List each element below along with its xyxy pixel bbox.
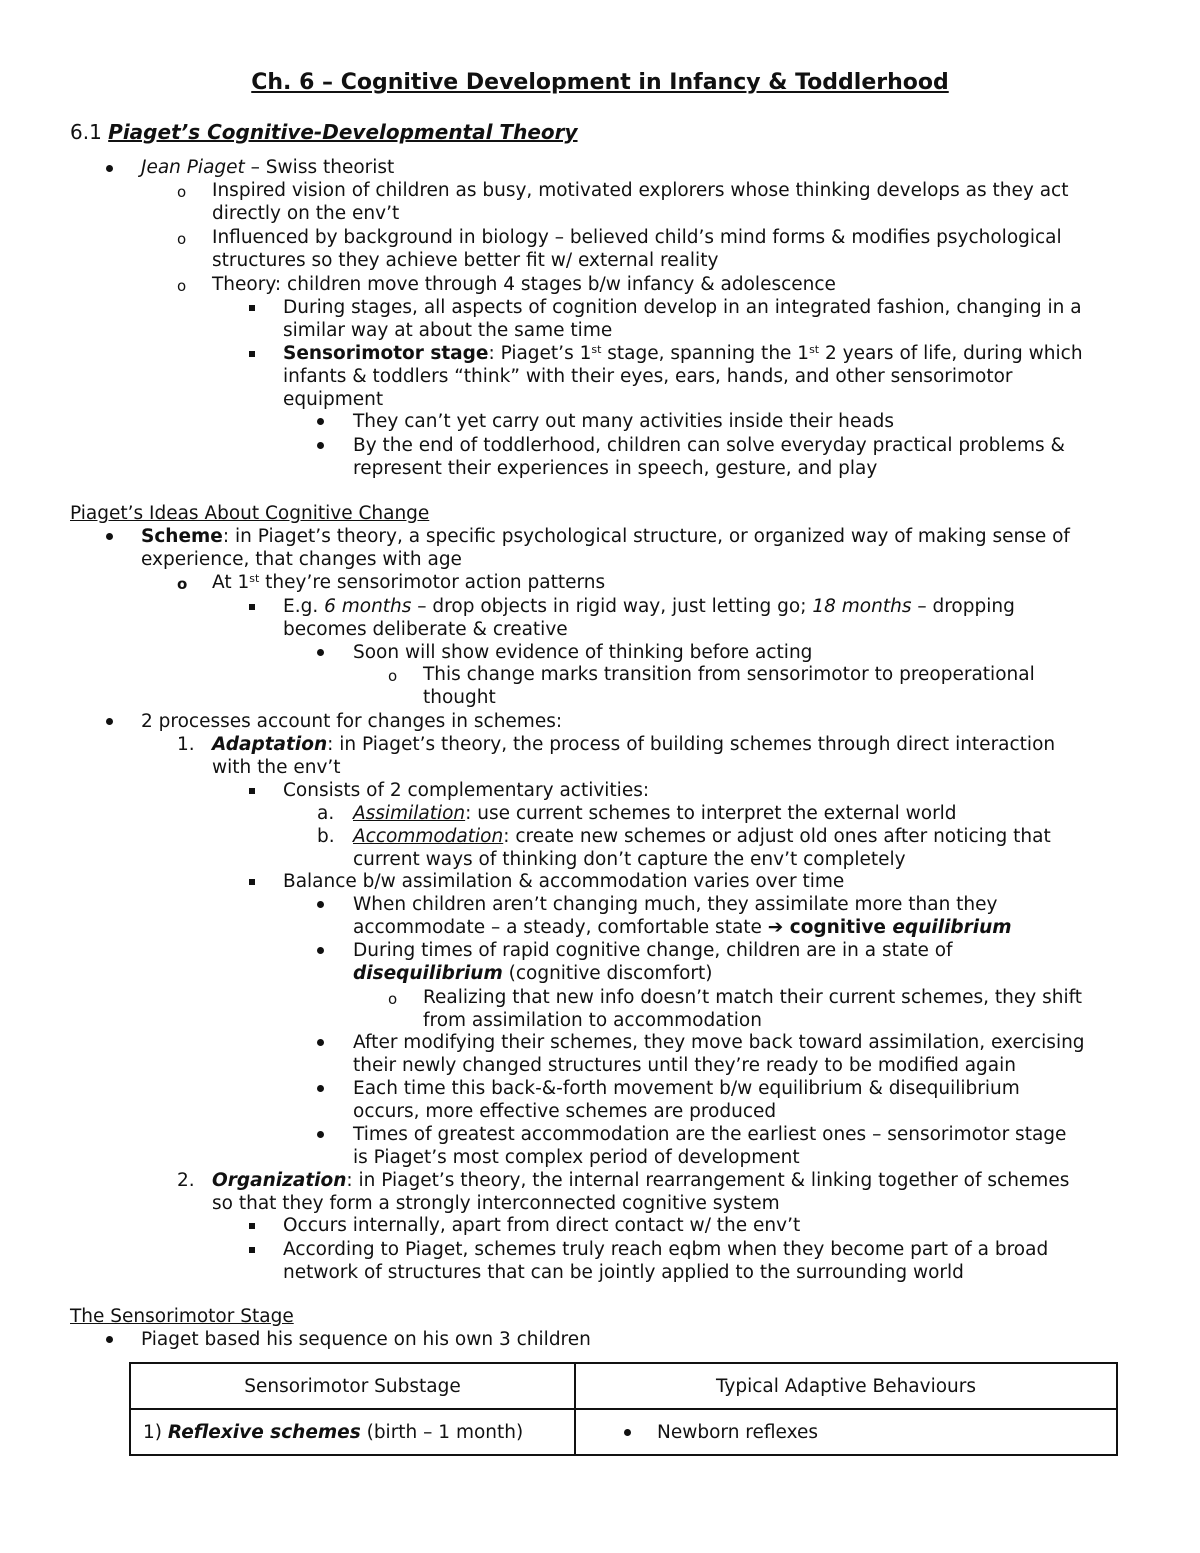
arrow-icon: ➔	[767, 917, 784, 938]
list-item-cont: occurs, more effective schemes are produced	[353, 1101, 777, 1122]
list-item: Inspired vision of children as busy, motivated explorers whose thinking develops as they act	[212, 180, 1069, 201]
document-title: Ch. 6 – Cognitive Development in Infancy & Toddlerhood	[251, 70, 949, 95]
circle-bullet-icon: o	[177, 230, 187, 248]
section-number: 6.1	[70, 120, 109, 144]
text: : create new schemes or adjust old ones after noticing that	[503, 826, 1051, 847]
term: disequilibrium	[353, 963, 503, 984]
square-bullet-icon	[249, 879, 255, 885]
list-item-cont: structures so they achieve better fit w/ external reality	[212, 250, 719, 271]
text: (birth – 1 month)	[360, 1421, 524, 1443]
list-item	[353, 826, 1051, 848]
list-item-cont: is Piaget’s most complex period of development	[353, 1147, 800, 1168]
text: – Swiss theorist	[244, 157, 395, 178]
term: Accommodation	[353, 826, 504, 847]
list-item: This change marks transition from sensorimotor to preoperational	[423, 664, 1035, 685]
list-item	[283, 343, 1083, 365]
circle-bullet-icon: o	[388, 990, 398, 1008]
list-number: 2.	[177, 1170, 195, 1191]
table-row	[130, 1409, 1117, 1455]
square-bullet-icon	[249, 604, 255, 610]
list-item-cont: similar way at about the same time	[283, 320, 613, 341]
emphasis: Jean Piaget	[141, 157, 245, 178]
square-bullet-icon	[249, 788, 255, 794]
term: equilibrium	[892, 917, 1012, 938]
circle-bullet-icon: o	[177, 575, 188, 593]
circle-bullet-icon: o	[177, 277, 187, 295]
list-item-cont: thought	[423, 687, 496, 708]
section-heading	[70, 121, 578, 143]
superscript: st	[591, 343, 602, 356]
list-item	[212, 572, 605, 594]
term: cognitive	[783, 917, 893, 938]
text: : Piaget’s 1	[488, 343, 592, 364]
square-bullet-icon	[249, 1223, 255, 1229]
section-title: Piaget’s Cognitive-Developmental Theory	[108, 120, 578, 144]
bullet-icon	[106, 533, 113, 540]
text: Newborn reflexes	[657, 1421, 818, 1443]
list-item: They can’t yet carry out many activities inside their heads	[353, 411, 895, 432]
list-item: During times of rapid cognitive change, children are in a state of	[353, 940, 953, 961]
table-cell	[575, 1409, 1117, 1455]
table-header-row	[130, 1363, 1117, 1409]
text: : in Piaget’s theory, a specific psychological structure, or organized way of making sense of	[222, 526, 1070, 547]
table-header-cell: Sensorimotor Substage	[130, 1363, 575, 1409]
text: 2 years of life, during which	[819, 343, 1083, 364]
text: (cognitive discomfort)	[502, 963, 713, 984]
bullet-icon	[106, 1336, 113, 1343]
square-bullet-icon	[249, 351, 255, 357]
bullet-icon	[317, 1085, 324, 1092]
table-cell	[130, 1409, 575, 1455]
term: Scheme	[141, 526, 223, 547]
text: they’re sensorimotor action patterns	[259, 572, 606, 593]
list-item	[212, 734, 1055, 756]
table-header-cell: Typical Adaptive Behaviours	[575, 1363, 1117, 1409]
list-item-cont: from assimilation to accommodation	[423, 1010, 762, 1031]
square-bullet-icon	[249, 305, 255, 311]
text: : in Piaget’s theory, the internal rearrangement & linking together of schemes	[346, 1170, 1070, 1191]
bullet-icon	[106, 718, 113, 725]
list-item: Piaget based his sequence on his own 3 children	[141, 1329, 591, 1350]
list-item-cont: current ways of thinking don’t capture the env’t completely	[353, 849, 906, 870]
term: Sensorimotor stage	[283, 343, 489, 364]
substage-table	[129, 1362, 1118, 1456]
list-item: Consists of 2 complementary activities:	[283, 780, 650, 801]
list-item: Each time this back-&-forth movement b/w equilibrium & disequilibrium	[353, 1078, 1020, 1099]
bullet-icon	[624, 1429, 631, 1436]
list-item-cont: infants & toddlers “think” with their eyes, ears, hands, and other sensorimotor	[283, 366, 1013, 387]
list-item: Balance b/w assimilation & accommodation varies over time	[283, 871, 845, 892]
list-item: 2 processes account for changes in schemes:	[141, 711, 563, 732]
list-item-cont: their newly changed structures until they’re ready to be modified again	[353, 1055, 1017, 1076]
list-item-cont: represent their experiences in speech, gesture, and play	[353, 458, 878, 479]
list-item-cont: experience, that changes with age	[141, 549, 462, 570]
list-item-cont: equipment	[283, 389, 384, 410]
list-item: Times of greatest accommodation are the earliest ones – sensorimotor stage	[353, 1124, 1067, 1145]
list-letter: b.	[317, 826, 335, 847]
list-item: Occurs internally, apart from direct contact w/ the env’t	[283, 1215, 801, 1236]
list-number: 1.	[177, 734, 195, 755]
subheading: Piaget’s Ideas About Cognitive Change	[70, 503, 430, 524]
circle-bullet-icon: o	[388, 667, 398, 685]
text: – drop objects in rigid way, just letting go;	[411, 596, 813, 617]
bullet-icon	[317, 1039, 324, 1046]
list-item: Realizing that new info doesn’t match their current schemes, they shift	[423, 987, 1083, 1008]
list-item: By the end of toddlerhood, children can solve everyday practical problems &	[353, 435, 1065, 456]
list-item: After modifying their schemes, they move back toward assimilation, exercising	[353, 1032, 1085, 1053]
text: – dropping	[911, 596, 1015, 617]
term: Adaptation	[212, 734, 328, 755]
text: E.g.	[283, 596, 325, 617]
text: : use current schemes to interpret the external world	[465, 803, 957, 824]
list-item-cont: network of structures that can be jointly applied to the surrounding world	[283, 1262, 964, 1283]
text: stage, spanning the 1	[601, 343, 810, 364]
emphasis: 6 months	[324, 596, 412, 617]
term: Organization	[212, 1170, 347, 1191]
list-item: According to Piaget, schemes truly reach eqbm when they become part of a broad	[283, 1239, 1049, 1260]
list-item: When children aren’t changing much, they assimilate more than they	[353, 894, 998, 915]
bullet-icon	[317, 947, 324, 954]
square-bullet-icon	[249, 1247, 255, 1253]
list-item-cont	[353, 963, 712, 985]
list-item-cont: directly on the env’t	[212, 203, 400, 224]
text: At 1	[212, 572, 250, 593]
list-item-cont: with the env’t	[212, 757, 341, 778]
text: : in Piaget’s theory, the process of building schemes through direct interaction	[327, 734, 1056, 755]
list-item: Theory: children move through 4 stages b/w infancy & adolescence	[212, 274, 836, 295]
superscript: st	[249, 572, 260, 585]
superscript: st	[809, 343, 820, 356]
list-item	[212, 1170, 1069, 1192]
list-item-cont: so that they form a strongly interconnected cognitive system	[212, 1193, 780, 1214]
term: Assimilation	[353, 803, 466, 824]
list-item	[141, 526, 1070, 548]
circle-bullet-icon: o	[177, 183, 187, 201]
list-item: Soon will show evidence of thinking before acting	[353, 642, 813, 663]
bullet-icon	[317, 418, 324, 425]
bullet-icon	[317, 901, 324, 908]
list-item	[283, 596, 1015, 618]
list-item	[353, 803, 957, 825]
list-item-cont	[353, 917, 1012, 939]
list-item-cont: becomes deliberate & creative	[283, 619, 568, 640]
bullet-icon	[317, 649, 324, 656]
list-letter: a.	[317, 803, 335, 824]
list-item	[141, 157, 394, 179]
text: 1)	[143, 1421, 168, 1443]
term: Reflexive schemes	[167, 1421, 361, 1443]
bullet-icon	[317, 442, 324, 449]
bullet-icon	[317, 1131, 324, 1138]
emphasis: 18 months	[812, 596, 912, 617]
list-item: During stages, all aspects of cognition develop in an integrated fashion, changing in a	[283, 297, 1082, 318]
text: accommodate – a steady, comfortable state	[353, 917, 768, 938]
bullet-icon	[106, 165, 113, 172]
list-item: Influenced by background in biology – believed child’s mind forms & modifies psychological	[212, 227, 1062, 248]
subheading: The Sensorimotor Stage	[70, 1306, 294, 1327]
